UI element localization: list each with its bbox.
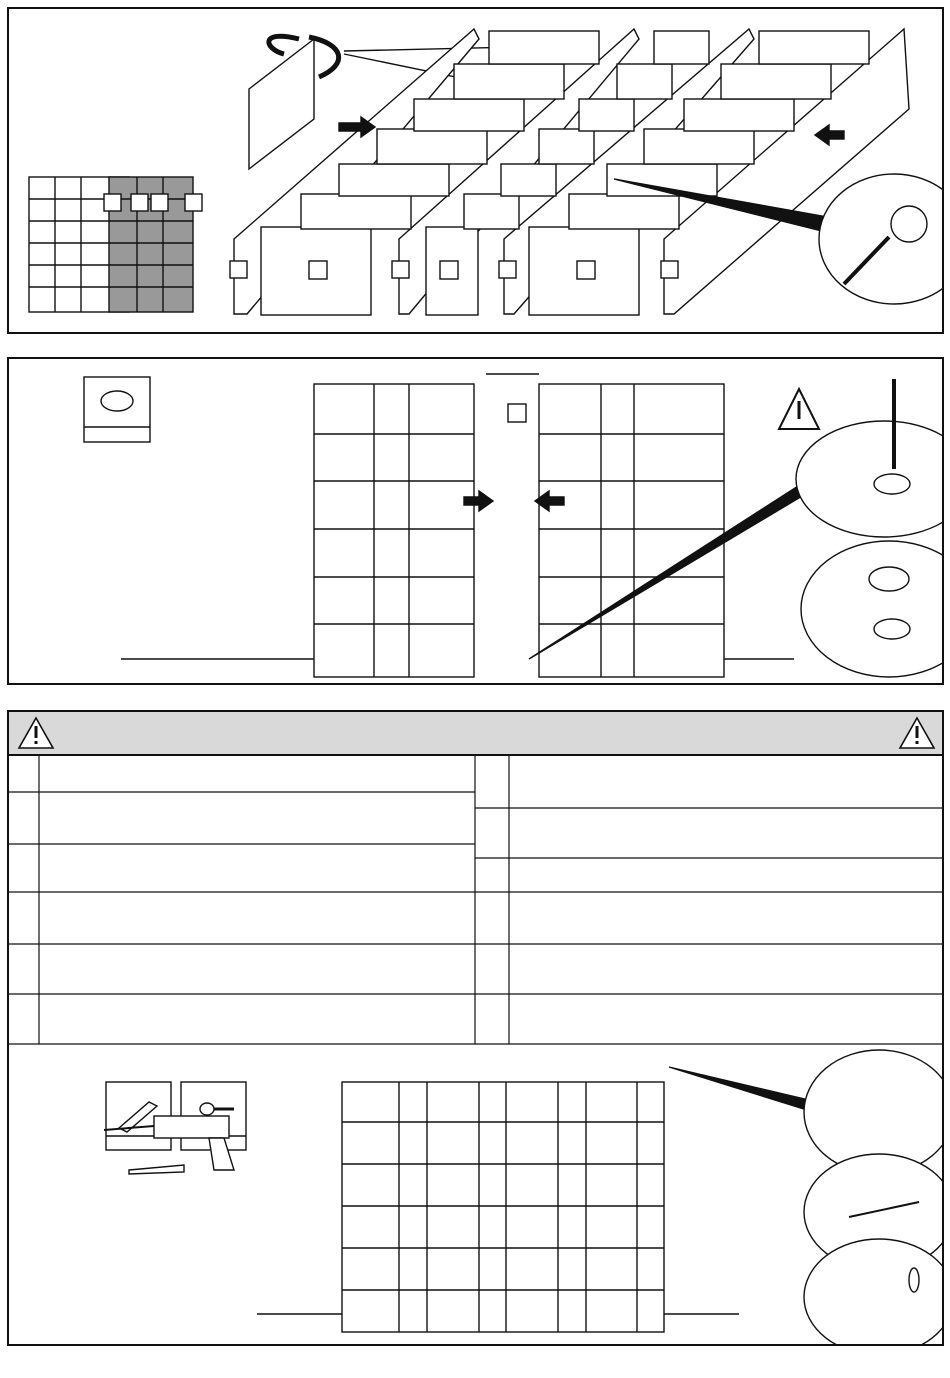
cover-cap-illustration: [9, 359, 944, 685]
overview-bookcase: [29, 177, 202, 312]
screw-icon: [200, 1103, 214, 1115]
wall-fixing-illustration: [9, 712, 944, 1346]
screwdriver-detail: [819, 174, 944, 304]
side-panel: [249, 39, 314, 169]
safety-wall-fixing-panel: [7, 710, 944, 1346]
bookcase-left: [314, 384, 474, 677]
rotate-arrow-icon: [269, 36, 299, 54]
bookcase-right: [539, 384, 724, 677]
assembly-illustration: [9, 9, 944, 334]
wall-plug-icon: [909, 1268, 919, 1292]
assembly-step-panel: [7, 7, 944, 334]
bookcase-front: [342, 1082, 664, 1332]
cover-cap-step-panel: [7, 357, 944, 685]
pencil-icon: [129, 1165, 184, 1174]
cam-lock-icon: [891, 206, 927, 242]
screwing-detail: [804, 1239, 944, 1346]
cover-cap-icon: [101, 391, 133, 411]
